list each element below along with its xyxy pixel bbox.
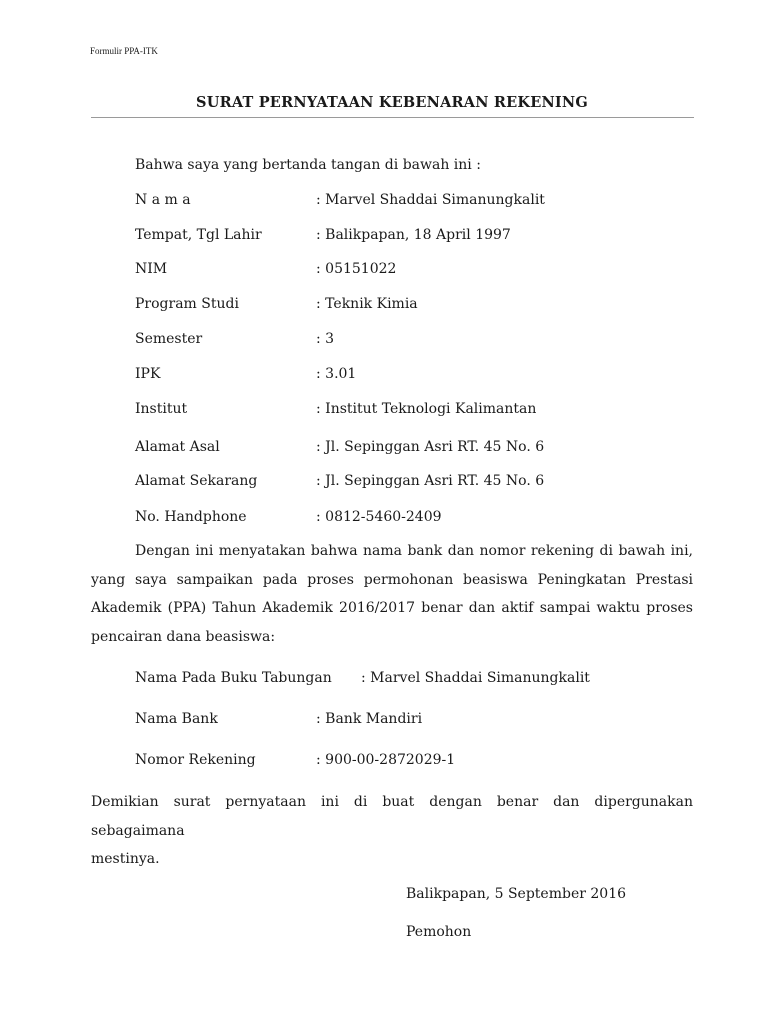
field-label-nama: N a m a [135,192,191,208]
field-label-birth: Tempat, Tgl Lahir [135,227,262,243]
closing-paragraph [91,788,693,874]
field-value-alamat-sekarang: : Jl. Sepinggan Asri RT. 45 No. 6 [316,473,545,489]
intro-text: Bahwa saya yang bertanda tangan di bawah ini : [135,157,481,173]
field-value-handphone: : 0812-5460-2409 [316,509,442,525]
field-label-handphone: No. Handphone [135,509,247,525]
field-value-birth: : Balikpapan, 18 April 1997 [316,227,511,243]
statement-line: pencairan dana beasiswa: [91,628,276,645]
field-label-ipk: IPK [135,366,161,382]
bank-label-account-name: Nama Pada Buku Tabungan [135,670,332,686]
field-label-semester: Semester [135,331,203,347]
field-label-nim: NIM [135,261,168,277]
document-title: SURAT PERNYATAAN KEBENARAN REKENING [196,94,588,111]
signer-role: Pemohon [406,924,472,940]
field-value-ipk: : 3.01 [316,366,357,382]
statement-line: Dengan ini menyatakan bahwa nama bank dan nomor rekening di bawah ini, [135,543,693,559]
bank-value-account-name: : Marvel Shaddai Simanungkalit [361,670,590,686]
form-code: Formulir PPA-ITK [90,46,158,56]
field-value-program: : Teknik Kimia [316,296,418,312]
place-date: Balikpapan, 5 September 2016 [406,886,627,902]
field-value-nim: : 05151022 [316,261,397,277]
statement-line: Akademik (PPA) Tahun Akademik 2016/2017 benar dan aktif sampai waktu proses [91,600,693,616]
bank-label-account-number: Nomor Rekening [135,752,256,768]
bank-label-bank-name: Nama Bank [135,711,218,727]
field-label-institut: Institut [135,401,188,417]
field-value-institut: : Institut Teknologi Kalimantan [316,401,537,417]
bank-value-bank-name: : Bank Mandiri [316,711,423,727]
title-underline [91,117,694,118]
closing-line: mestinya. [91,851,160,867]
statement-line: yang saya sampaikan pada proses permohonan beasiswa Peningkatan Prestasi [91,571,693,588]
field-label-alamat-sekarang: Alamat Sekarang [135,473,258,489]
field-value-alamat-asal: : Jl. Sepinggan Asri RT. 45 No. 6 [316,439,545,455]
field-label-program: Program Studi [135,296,239,312]
bank-value-account-number: : 900-00-2872029-1 [316,752,456,768]
field-value-semester: : 3 [316,331,335,347]
field-label-alamat-asal: Alamat Asal [135,439,220,455]
statement-paragraph [91,537,693,651]
field-value-nama: : Marvel Shaddai Simanungkalit [316,192,545,208]
closing-line: Demikian surat pernyataan ini di buat dengan benar dan dipergunakan sebagaimana [91,794,693,839]
